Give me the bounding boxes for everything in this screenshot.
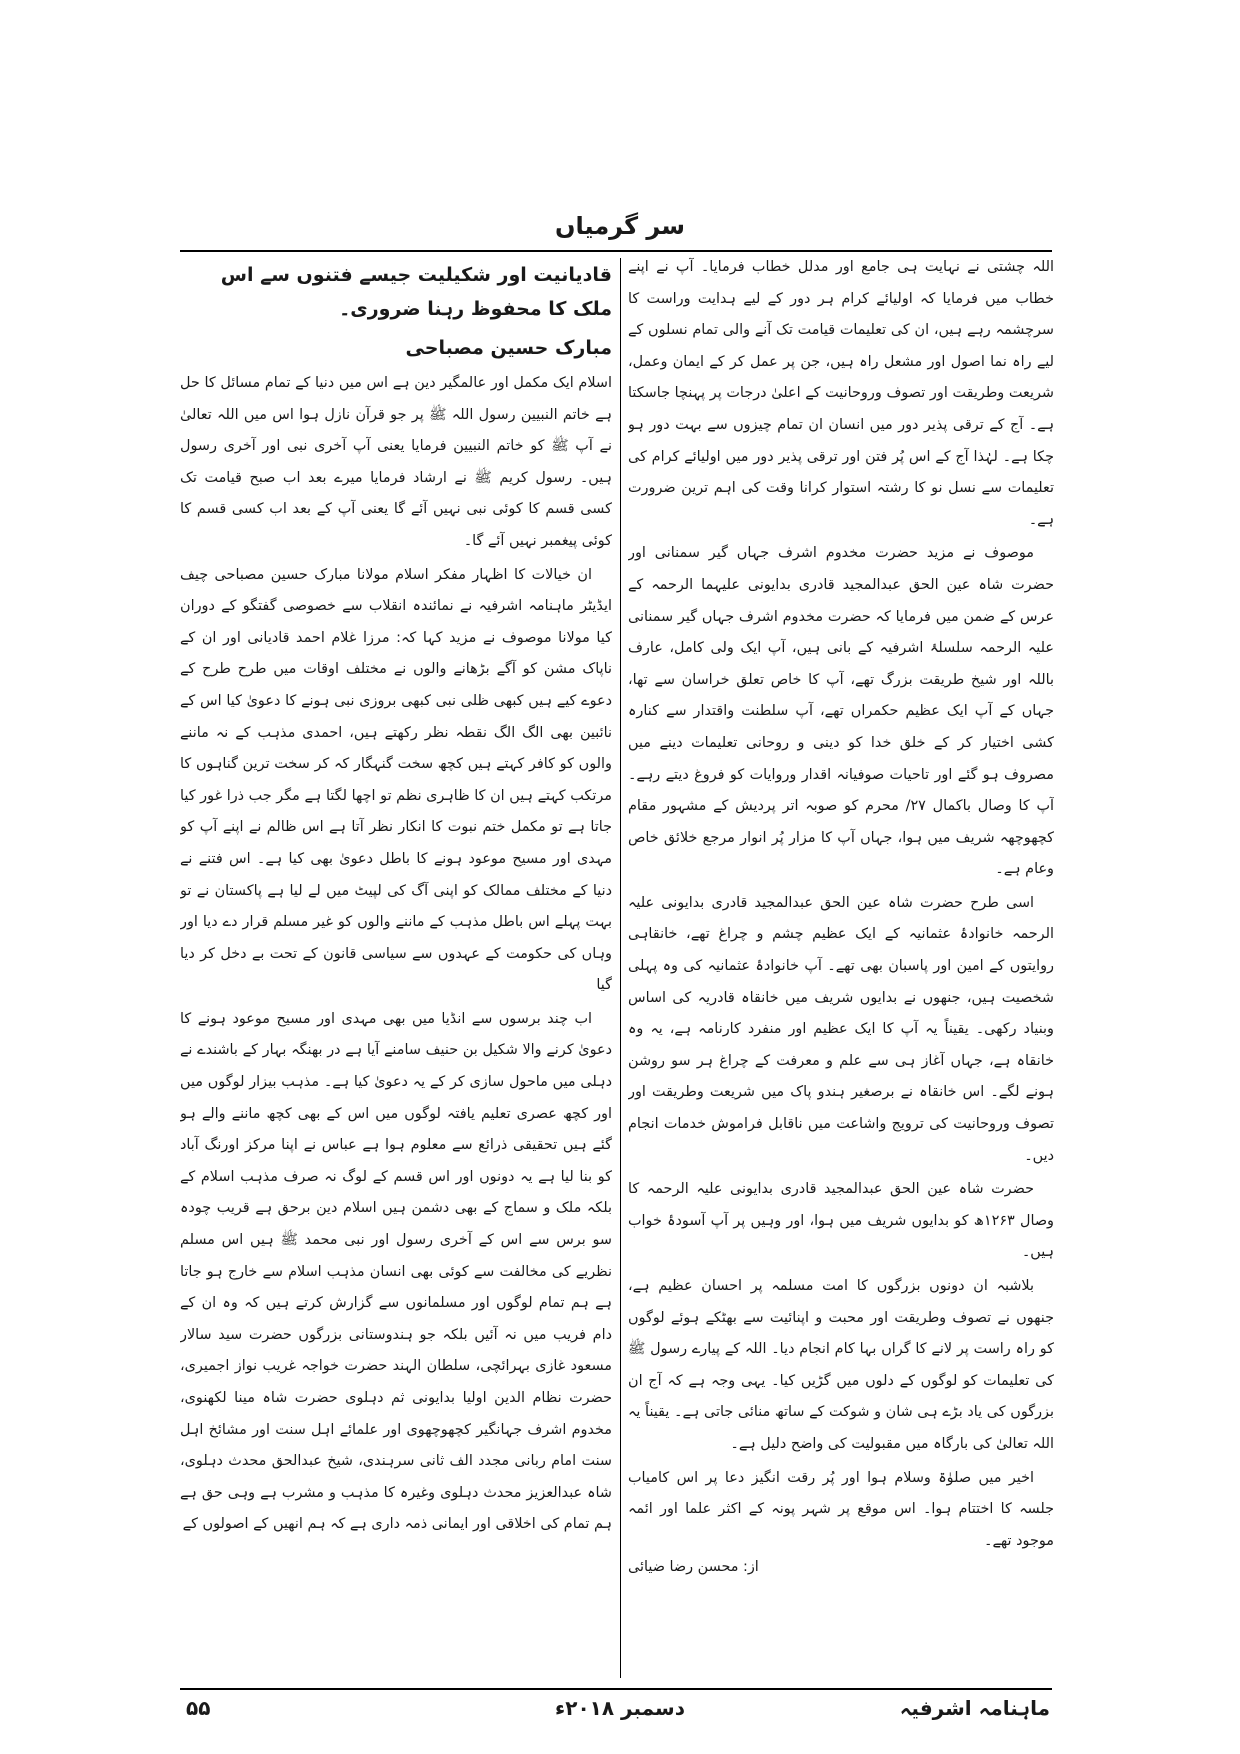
footer-divider	[180, 1688, 1052, 1690]
column-divider	[620, 258, 621, 1678]
paragraph: اسی طرح حضرت شاہ عین الحق عبدالمجید قادری بدایونی علیہ الرحمہ خانوادۂ عثمانیہ کے ایک عظیم چشم و چراغ تھے، خانقاہی روایتوں کے امین اور پاسبان بھی تھے۔ آپ خانوادۂ عثمانیہ کی وہ پہلی شخصیت ہیں، جنھوں نے بدایوں شریف میں خانقاہ قادریہ کی اساس وبنیاد رکھی۔ یقیناً یہ آپ کا ایک عظیم اور منفرد کارنامہ ہے، یہ وہ خانقاہ ہے، جہاں آغاز ہی سے علم و معرفت کے چراغ ہر سو روشن ہونے لگے۔ اس خانقاہ نے برصغیر ہندو پاک میں شریعت وطریقت اور تصوف وروحانیت کی ترویج واشاعت میں ناقابل فراموش خدمات انجام دیں۔	[628, 894, 1054, 1164]
paragraph: بلاشبہ ان دونوں بزرگوں کا امت مسلمہ پر احسان عظیم ہے، جنھوں نے تصوف وطریقت اور محبت و اپنائیت سے بھٹکے ہوئے لوگوں کو راہ راست پر لانے کا گراں بہا کام انجام دیا۔ اللہ کے پیارے رسول ﷺ کی تعلیمات کو لوگوں کے دلوں میں گڑیں کیا۔ یہی وجہ ہے کہ آج ان بزرگوں کی یاد بڑے ہی شان و شوکت کے ساتھ منائی جاتی ہے۔ یقیناً یہ اللہ تعالیٰ کی بارگاہ میں مقبولیت کی واضح دلیل ہے۔	[628, 1278, 1054, 1452]
page-number: ۵۵	[186, 1696, 211, 1720]
issue-date: دسمبر ۲۰۱۸ء	[555, 1696, 685, 1720]
paragraph: اسلام ایک مکمل اور عالمگیر دین ہے اس میں دنیا کے تمام مسائل کا حل ہے خاتم النبیین رسول اللہ ﷺ پر جو قرآن نازل ہوا اس میں اللہ تعالیٰ نے آپ ﷺ کو خاتم النبیین فرمایا یعنی آپ آخری نبی اور آخری رسول ہیں۔ رسول کریم ﷺ نے ارشاد فرمایا میرے بعد اب صبح قیامت تک کسی قسم کا کوئی نبی نہیں آئے گا یعنی آپ کے بعد اب کسی قسم کا کوئی پیغمبر نہیں آئے گا۔	[180, 375, 612, 549]
paragraph: اب چند برسوں سے انڈیا میں بھی مہدی اور مسیح موعود ہونے کا دعویٰ کرنے والا شکیل بن حنیف سامنے آیا ہے در بھنگہ بہار کے باشندے نے دہلی میں ماحول سازی کر کے یہ دعویٰ کیا ہے۔ مذہب بیزار لوگوں میں اور کچھ عصری تعلیم یافتہ لوگوں میں اس کے بھی کچھ ماننے والے ہو گئے ہیں تحقیقی ذرائع سے معلوم ہوا ہے عباس نے اپنا مرکز اورنگ آباد کو بنا لیا ہے یہ دونوں اور اس قسم کے لوگ نہ صرف مذہب اسلام کے بلکہ ملک و سماج کے بھی دشمن ہیں اسلام دین برحق ہے قریب چودہ سو برس سے اس کے آخری رسول اور نبی محمد ﷺ ہیں اس مسلم نظریے کی مخالفت سے کوئی بھی انسان مذہب اسلام سے خارج ہو جاتا ہے ہم تمام لوگوں اور مسلمانوں سے گزارش کرتے ہیں کہ وہ ان کے دام فریب میں نہ آئیں بلکہ جو ہندوستانی بزرگوں حضرت سید سالار مسعود غازی بہرائچی، سلطان الہند حضرت خواجہ غریب نواز اجمیری، حضرت نظام الدین اولیا بدایونی ثم دہلوی حضرت شاہ مینا لکھنوی، مخدوم اشرف جہانگیر کچھوچھوی اور علمائے اہل سنت اور مشائخ اہل سنت امام ربانی مجدد الف ثانی سرہندی، شیخ عبدالحق محدث دہلوی، شاہ عبدالعزیز محدث دہلوی وغیرہ کا مذہب و مشرب ہے وہی حق ہے ہم تمام کی اخلاقی اور ایمانی ذمہ داری ہے کہ ہم انھیں کے اصولوں کے	[180, 1010, 612, 1533]
section-header: سر گرمیاں	[555, 212, 685, 240]
paragraph: حضرت شاہ عین الحق عبدالمجید قادری بدایونی علیہ الرحمہ کا وصال ۱۲۶۳ھ کو بدایوں شریف میں ہوا، اور وہیں پر آپ آسودۂ خواب ہیں۔	[628, 1181, 1054, 1261]
article-author: مبارک حسین مصباحی	[405, 337, 612, 359]
paragraph: موصوف نے مزید حضرت مخدوم اشرف جہاں گیر سمنانی اور حضرت شاہ عین الحق عبدالمجید قادری بدایونی علیہما الرحمہ کے عرس کے ضمن میں فرمایا کہ حضرت مخدوم اشرف جہاں گیر سمنانی علیہ الرحمہ سلسلۂ اشرفیہ کے بانی ہیں، آپ ایک ولی کامل، عارف باللہ اور شیخ طریقت بزرگ تھے، آپ کا خاص تعلق خراسان سے تھا، جہاں کے آپ ایک عظیم حکمراں تھے، آپ سلطنت واقتدار سے کنارہ کشی اختیار کر کے خلق خدا کو دینی و روحانی تعلیمات دینے میں مصروف ہو گئے اور تاحیات صوفیانہ اقدار وروایات کو فروغ دیتے رہے۔ آپ کا وصال باکمال ۲۷/ محرم کو صوبہ اتر پردیش کے مشہور مقام کچھوچھہ شریف میں ہوا، جہاں آپ کا مزار پُر انوار مرجع خلائق خاص وعام ہے۔	[628, 545, 1054, 878]
paragraph: ان خیالات کا اظہار مفکر اسلام مولانا مبارک حسین مصباحی چیف ایڈیٹر ماہنامہ اشرفیہ نے نمائندہ انقلاب سے خصوصی گفتگو کے دوران کیا مولانا موصوف نے مزید کہا کہ: مرزا غلام احمد قادیانی اور ان کے ناپاک مشن کو آگے بڑھانے والوں نے مختلف اوقات میں طرح طرح کے دعوے کیے ہیں کبھی ظلی نبی کبھی بروزی نبی ہونے کا دعویٰ کیا اس کے نائبین بھی الگ الگ نقطہ نظر رکھتے ہیں، احمدی مذہب کے نہ ماننے والوں کو کافر کہتے ہیں کچھ سخت گنہگار کہ کر سخت ترین گناہوں کا مرتکب کہتے ہیں ان کا ظاہری نظم تو اچھا لگتا ہے مگر جب ذرا غور کیا جاتا ہے تو مکمل ختم نبوت کا انکار نظر آتا ہے اس ظالم نے اپنے آپ کو مہدی اور مسیح موعود ہونے کا باطل دعویٰ بھی کیا ہے۔ اس فتنے نے دنیا کے مختلف ممالک کو اپنی آگ کی لپیٹ میں لے لیا ہے پاکستان نے تو بہت پہلے اس باطل مذہب کے ماننے والوں کو غیر مسلم قرار دے دیا اور وہاں کی حکومت کے عہدوں سے سیاسی قانون کے تحت بے دخل کر دیا گیا	[180, 566, 612, 994]
article-title: قادیانیت اور شکیلیت جیسے فتنوں سے اس ملک کا محفوظ رہنا ضروری۔	[220, 264, 612, 320]
right-column	[628, 252, 1054, 1680]
left-column	[180, 252, 612, 1680]
report-credit: از: محسن رضا ضیائی	[628, 1559, 759, 1576]
paragraph: اخیر میں صلوٰۃ وسلام ہوا اور پُر رقت انگیز دعا پر اس کامیاب جلسہ کا اختتام ہوا۔ اس موقع پر شہر پونہ کے اکثر علما اور ائمہ موجود تھے۔	[628, 1469, 1054, 1549]
paragraph: اللہ چشتی نے نہایت ہی جامع اور مدلل خطاب فرمایا۔ آپ نے اپنے خطاب میں فرمایا کہ اولیائے کرام ہر دور کے لیے ہدایت وراست کا سرچشمہ رہے ہیں، ان کی تعلیمات قیامت تک آنے والی تمام نسلوں کے لیے راہ نما اصول اور مشعل راہ ہیں، جن پر عمل کر کے ایمان وعمل، شریعت وطریقت اور تصوف وروحانیت کے اعلیٰ درجات پر پہنچا جاسکتا ہے۔ آج کے ترقی پذیر دور میں انسان ان تمام چیزوں سے بہت دور ہو چکا ہے۔ لہٰذا آج کے اس پُر فتن اور ترقی پذیر دور میں اولیائے کرام کی تعلیمات سے نسل نو کا رشتہ استوار کرانا وقت کی اہم ترین ضرورت ہے۔	[628, 259, 1054, 528]
magazine-name: ماہنامہ اشرفیہ	[899, 1696, 1050, 1720]
